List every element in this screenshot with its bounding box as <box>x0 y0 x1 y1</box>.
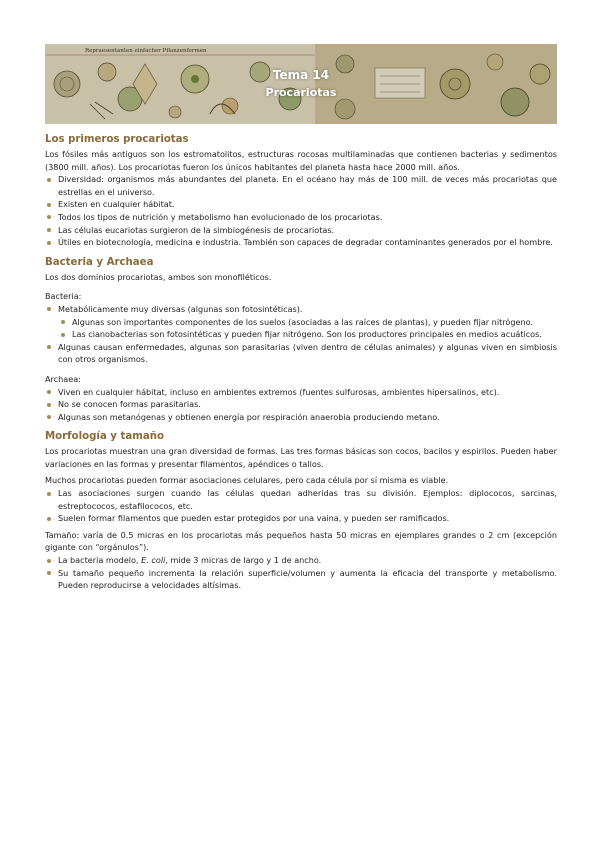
species-name: E. coli <box>141 555 166 566</box>
list-item: No se conocen formas parasitarias. <box>45 398 557 411</box>
document-body <box>45 133 557 592</box>
bullet-list <box>45 386 557 424</box>
sublabel-archaea: Archaea: <box>45 373 81 384</box>
list-item: Todos los tipos de nutrición y metabolismo han evolucionado de los procariotas. <box>45 211 557 224</box>
botanical-illustration <box>45 44 557 124</box>
text-fragment: La bacteria modelo, <box>58 555 142 566</box>
paragraph: Los fósiles más antiguos son los estromatolitos, estructuras rocosas multilaminadas que contienen bacterias y sedimentos (3800 mill. años). Los procariotas fueron los únicos habitantes del planeta hasta hace 2000 mill. años. <box>45 149 557 172</box>
list-item: Las cianobacterias son fotosintéticas y pueden fijar nitrógeno. Son los productores principales en medios acuáticos. <box>45 328 557 341</box>
list-item: Viven en cualquier hábitat, incluso en ambientes extremos (fuentes sulfurosas, ambientes hipersalinos, etc). <box>45 386 557 399</box>
list-item: Las células eucariotas surgieron de la simbiogénesis de procariotas. <box>45 224 557 237</box>
paragraph: Los procariotas muestran una gran diversidad de formas. Las tres formas básicas son cocos, bacilos y espirilos. Pueden haber variaciones en las formas y presentar filamentos, apéndices o tallos. <box>45 446 557 469</box>
paragraph: Los dos dominios procariotas, ambos son monofiléticos. <box>45 271 272 282</box>
list-item: Útiles en biotecnología, medicina e industria. También son capaces de degradar contaminantes generados por el hombre. <box>45 236 557 249</box>
page-subtitle: Procariotas <box>265 86 337 99</box>
section-heading: Los primeros procariotas <box>45 134 189 145</box>
paragraph: Tamaño: varía de 0.5 micras en los procariotas más pequeños hasta 50 micras en ejemplares grandes o 2 cm (excepción gigante con “orgánulos”). <box>45 529 557 553</box>
list-item: Las asociaciones surgen cuando las células quedan adheridas tras su división. Ejemplos: diplococos, sarcinas, estreptococos, estafilococos, etc. <box>45 487 557 512</box>
list-item: Metabólicamente muy diversas (algunas son fotosintéticas). <box>45 303 557 316</box>
section-heading: Bacteria y Archaea <box>45 256 154 268</box>
header-banner <box>45 44 557 124</box>
bullet-list <box>45 487 557 525</box>
list-item: Existen en cualquier hábitat. <box>45 198 557 211</box>
text-fragment: , mide 3 micras de largo y 1 de ancho. <box>165 555 322 566</box>
list-item: Su tamaño pequeño incrementa la relación superficie/volumen y aumenta la eficacia del transporte y metabolismo. Pueden reproducirse a velocidades altísimas. <box>45 567 557 592</box>
section-heading: Morfología y tamaño <box>45 431 164 443</box>
list-item: Suelen formar filamentos que pueden estar protegidos por una vaina, y pueden ser ramificados. <box>45 512 557 525</box>
list-item: Algunas son importantes componentes de los suelos (asociadas a las raíces de plantas), y pueden fijar nitrógeno. <box>45 316 557 329</box>
paragraph: Muchos procariotas pueden formar asociaciones celulares, pero cada célula por sí misma es viable. <box>45 475 449 486</box>
sublabel-bacteria: Bacteria: <box>45 291 82 302</box>
bullet-list <box>45 554 557 592</box>
bullet-list <box>45 303 557 366</box>
list-item: Algunas son metanógenas y obtienen energía por respiración anaerobia produciendo metano. <box>45 411 557 424</box>
list-item: Diversidad: organismos más abundantes del planeta. En el océano hay más de 100 mill. de veces más procariotas que estrellas en el universo. <box>45 173 557 198</box>
list-item <box>45 554 557 567</box>
bullet-list <box>45 173 557 249</box>
page-title: Tema 14 <box>272 68 330 82</box>
list-item: Algunas causan enfermedades, algunas son parasitarias (viven dentro de células animales) y algunas viven en simbiosis con otros organismos. <box>45 341 557 366</box>
